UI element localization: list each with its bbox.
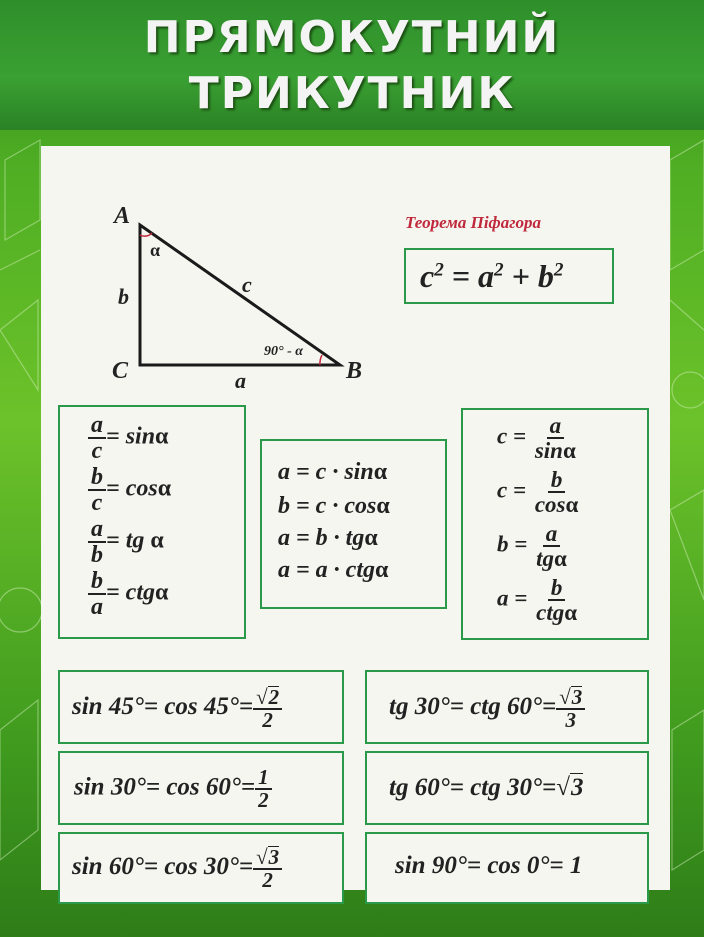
card-tg30: tg 30°= ctg 60°= $\frac{√3}{3}$	[365, 670, 649, 744]
angle-b-label: 90° - α	[264, 344, 304, 359]
card-text: sin 45°= cos 45°=	[72, 693, 254, 721]
card-text: sin 60°= cos 30°=	[72, 853, 254, 881]
side-formulas-box: a = c · sinα b = c · cosα a = b · tgα a = a · ctgα	[260, 439, 447, 609]
header-banner	[0, 0, 704, 130]
card-sin90	[365, 832, 649, 904]
vertex-b-label: B	[346, 358, 363, 384]
card-text: sin 90°= cos 0°= 1	[395, 852, 583, 879]
title-line-2: ТРИКУТНИК	[188, 68, 516, 119]
fn-tg: tg	[125, 527, 145, 554]
inverse-formulas-box: c = $\frac{a}{\sin\alpha}$ c = $\frac{b}{\cos\alpha}$ b = $\frac{a}{\text{tgα}}$ a = $\frac{b}{\text{ctgα}}$	[461, 408, 649, 640]
card-sin60: sin 60°= cos 30°= $\frac{√3}{2}$	[58, 832, 344, 904]
vertex-c-label: C	[112, 358, 129, 384]
card-sin45: sin 45°= cos 45°= $\frac{√2}{2}$	[58, 670, 344, 744]
right-triangle-diagram	[100, 195, 380, 395]
pythagoras-theorem-label: Теорема Піфагора	[405, 213, 541, 232]
vertex-a-label: A	[114, 203, 131, 229]
card-text: tg 60°= ctg 30°=	[389, 774, 557, 801]
fn-sin: sin	[125, 423, 156, 450]
side-a-label: a	[235, 368, 246, 393]
side-c-label: c	[242, 272, 252, 297]
card-sin30: sin 30°= cos 60°= $\frac{1}{2}$	[58, 751, 344, 825]
alpha-angle-label: α	[150, 240, 161, 260]
side-b-label: b	[118, 284, 129, 309]
ratios-box: $\frac{a}{c}$ = sinα $\frac{b}{c}$ = cosα $\frac{a}{b}$ = tg α $\frac{b}{a}$ = ctgα	[58, 405, 246, 639]
fn-cos: cos	[125, 475, 158, 502]
card-tg60: tg 60°= ctg 30°=√3	[365, 751, 649, 825]
card-text: tg 30°= ctg 60°=	[389, 693, 557, 721]
title-line-1: ПРЯМОКУТНИЙ	[143, 12, 561, 63]
card-text: sin 30°= cos 60°=	[74, 773, 256, 801]
pythagoras-formula-box: $c^2 = a^2 + b^2$	[404, 248, 614, 304]
